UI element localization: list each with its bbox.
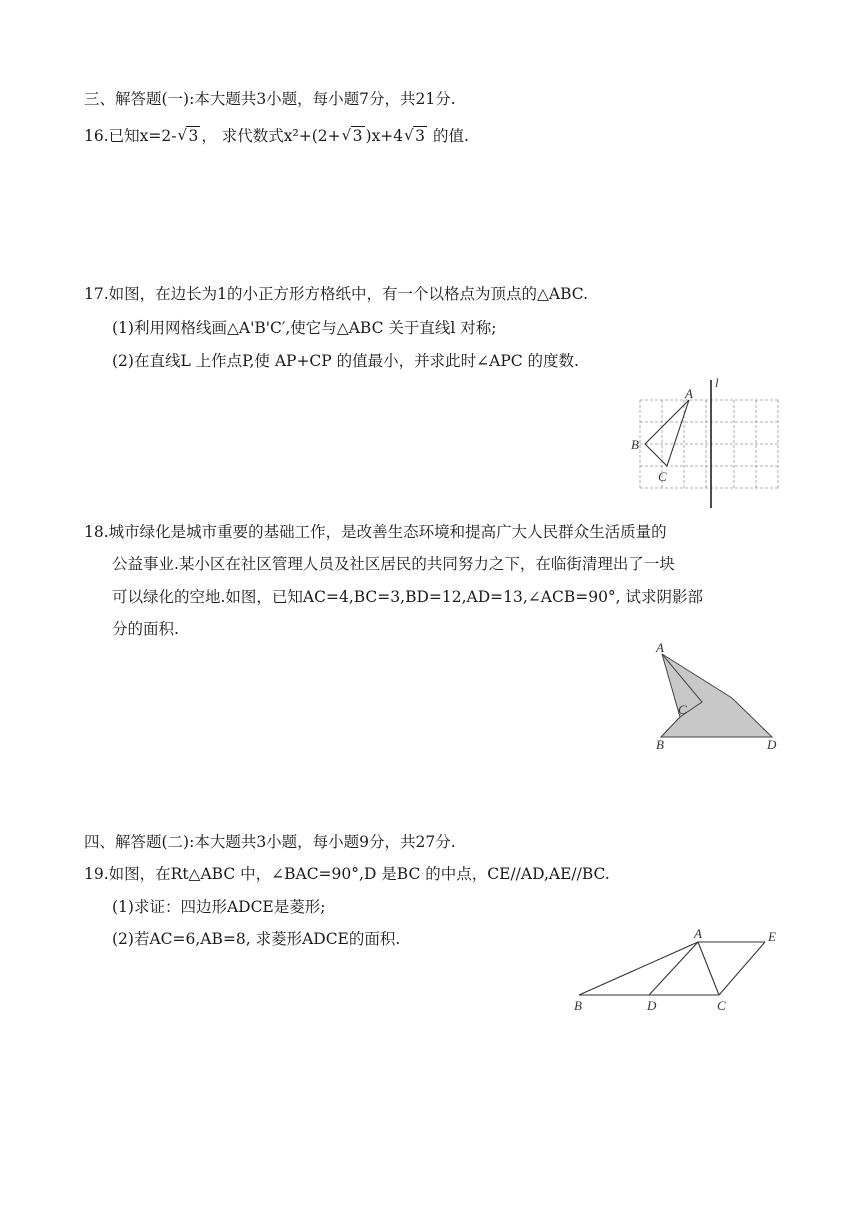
segment-ce <box>719 942 765 995</box>
segment-ba <box>579 942 698 995</box>
label-a: A <box>694 926 702 941</box>
q17-part1: (1)利用网格线画△A'B'C′,使它与△ABC 关于直线l 对称; <box>112 319 497 337</box>
sqrt-icon <box>404 126 427 146</box>
triangle-abc <box>645 400 689 466</box>
q18-line1: 18.城市绿化是城市重要的基础工作，是改善生态环境和提高广大人民群众生活质量的 <box>84 523 667 541</box>
q18-line4: 分的面积. <box>112 620 179 638</box>
label-e: E <box>768 929 776 944</box>
q19-part2: (2)若AC=6,AB=8, 求菱形ADCE的面积. <box>112 930 401 948</box>
label-d: D <box>647 998 657 1013</box>
sqrt-icon <box>342 126 365 146</box>
label-c: C <box>658 469 667 484</box>
q17-stem: 17.如图，在边长为1的小正方形方格纸中，有一个以格点为顶点的△ABC. <box>84 285 589 303</box>
label-b: B <box>631 437 639 452</box>
q16-radicand-2: 3 <box>352 127 363 145</box>
q19-part1: (1)求证：四边形ADCE是菱形; <box>112 898 326 916</box>
q18-line3: 可以绿化的空地.如图，已知AC=4,BC=3,BD=12,AD=13,∠ACB=90°, 试求阴影部 <box>112 588 704 606</box>
q18-shaded-figure <box>640 640 790 760</box>
label-c: C <box>678 702 687 717</box>
label-a: A <box>656 640 664 655</box>
q16-mid2: )x+4 <box>365 127 404 145</box>
q16-prefix: 16.已知x=2- <box>84 127 177 145</box>
q16-radicand-1: 3 <box>188 127 199 145</box>
section4-header: 四、解答题(二):本大题共3小题，每小题9分，共27分. <box>84 833 456 851</box>
q17-grid-figure <box>620 372 790 512</box>
label-l: l <box>715 375 719 390</box>
q16-mid: ， 求代数式x²+(2+ <box>201 127 341 145</box>
section3-header: 三、解答题(一):本大题共3小题，每小题7分，共21分. <box>84 90 456 108</box>
segment-ad <box>649 942 698 995</box>
question-16 <box>84 126 469 146</box>
sqrt-icon <box>177 126 200 146</box>
segment-ac <box>698 942 719 995</box>
label-d: D <box>767 737 777 752</box>
label-b: B <box>656 737 664 752</box>
q19-stem: 19.如图，在Rt△ABC 中，∠BAC=90°,D 是BC 的中点，CE//AD,AE//BC. <box>84 865 610 883</box>
label-a: A <box>685 386 693 401</box>
q18-line2: 公益事业.某小区在社区管理人员及社区居民的共同努力之下，在临街清理出了一块 <box>112 555 675 573</box>
q16-radicand-3: 3 <box>415 127 426 145</box>
label-c: C <box>717 998 726 1013</box>
q17-part2: (2)在直线L 上作点P,使 AP+CP 的值最小，并求此时∠APC 的度数. <box>112 352 579 370</box>
q16-suffix: 的值. <box>428 127 469 145</box>
q19-rhombus-figure <box>565 922 790 1017</box>
label-b: B <box>574 998 582 1013</box>
